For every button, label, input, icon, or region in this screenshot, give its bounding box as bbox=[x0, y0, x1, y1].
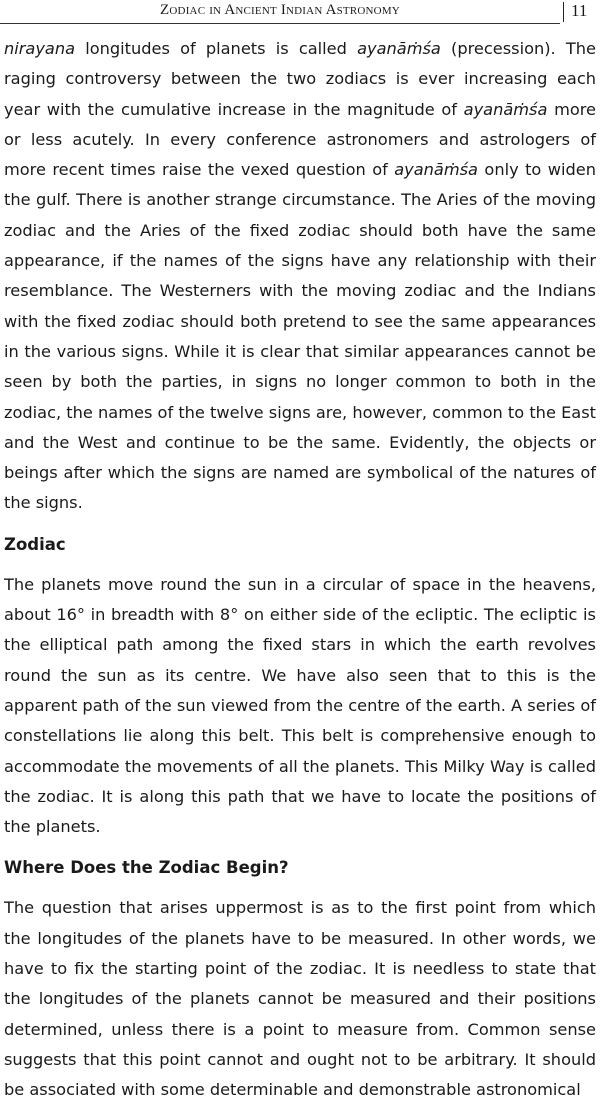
paragraph-zodiac: The planets move round the sun in a circular of space in the heavens, about 16° in breadth with 8° on either side of the ecliptic. The ecliptic is the elliptical path among the fixed stars in which the earth revolves round the sun as its centre. We have also seen that to this is the apparent path of the sun viewed from the centre of the earth. A series of constellations lie along this belt. This belt is comprehensive enough to accommodate the movements of all the planets. This Milky Way is called the zodiac. It is along this path that we have to locate the positions of the planets. bbox=[4, 574, 596, 837]
header-rule bbox=[0, 23, 560, 24]
section-heading-zodiac-begin: Where Does the Zodiac Begin? bbox=[4, 858, 289, 878]
section-heading-zodiac: Zodiac bbox=[4, 534, 66, 554]
term-ayanamsa: ayanāṁśa bbox=[357, 39, 441, 58]
page-header bbox=[0, 0, 600, 30]
term-ayanamsa: ayanāṁśa bbox=[463, 99, 548, 119]
paragraph-text: (precession). The raging controversy between the two zodiacs is ever increasing each year with the cumulative increase in the magnitude of bbox=[4, 39, 596, 119]
header-divider-bar bbox=[563, 2, 564, 22]
paragraph-ayanamsa bbox=[4, 34, 596, 519]
paragraph-text: longitudes of planets is called bbox=[75, 39, 358, 58]
paragraph-text: only to widen the gulf. There is another strange circumstance. The Aries of the moving zodiac and the Aries of the fixed zodiac should both have the same appearance, if the names of the signs have any relationship with their resemblance. The Westerners with the moving zodiac and the Indians with the fixed zodiac should both pretend to see the same appearances in the various signs. While it is clear that similar appearances cannot be seen by both the parties, in signs no longer common to both in the zodiac, the names of the twelve signs are, however, common to the East and the West and continue to be the same. Evidently, the objects or beings after which the signs are named are symbolical of the natures of the signs. bbox=[4, 160, 596, 513]
term-ayanamsa: ayanāṁśa bbox=[394, 160, 478, 180]
running-head: Zodiac in Ancient Indian Astronomy bbox=[160, 2, 400, 18]
page-body bbox=[4, 34, 596, 1106]
page-number: 11 bbox=[571, 1, 588, 20]
paragraph-text: more or less acutely. In every conference astronomers and astrologers of more recent times raise the vexed question of bbox=[4, 99, 596, 180]
term-nirayana: nirayana bbox=[4, 39, 76, 58]
paragraph-zodiac-begin: The question that arises uppermost is as to the first point from which the longitudes of the planets have to be measured. In other words, we have to fix the starting point of the zodiac. It is needless to state that the longitudes of the planets cannot be measured and their positions determined, unless there is a point to measure from. Common sense suggests that this point cannot and ought not to be arbitrary. It should be associated with some determinable and demonstrable astronomical bbox=[4, 898, 596, 1100]
